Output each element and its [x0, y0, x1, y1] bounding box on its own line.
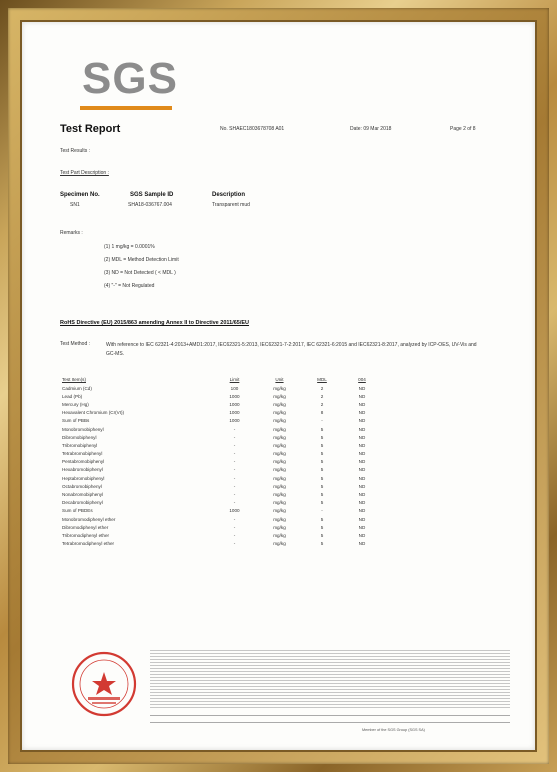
table-row [62, 441, 382, 449]
report-date: Date: 09 Mar 2018 [350, 126, 392, 132]
cell-result: ND [358, 532, 366, 538]
cell-test-item: Dibromobiphenyl [62, 434, 97, 440]
cell-mdl: 5 [320, 524, 324, 530]
table-row [62, 507, 382, 515]
cell-unit: mg/kg [273, 500, 286, 506]
cell-test-item: Tribromobiphenyl [62, 442, 98, 448]
cell-result: ND [358, 524, 366, 530]
table-row [62, 515, 382, 523]
cell-mdl: 5 [320, 500, 324, 506]
remark-item: (3) ND = Not Detected ( < MDL ) [104, 270, 176, 276]
cell-mdl: 5 [320, 483, 324, 489]
page-number: Page 2 of 8 [450, 126, 476, 132]
cell-unit: mg/kg [273, 410, 286, 416]
cell-mdl: 2 [320, 393, 324, 399]
test-method-label: Test Method : [60, 341, 91, 347]
cell-test-item: Sum of PBBs [62, 418, 90, 424]
table-row [62, 474, 382, 482]
test-results-label: Test Results : [60, 148, 91, 154]
cell-limit: - [233, 426, 236, 432]
remark-item: (1) 1 mg/kg = 0.0001% [104, 244, 155, 250]
logo-underline [80, 106, 172, 110]
table-row [62, 392, 382, 400]
cell-test-item: Tetrabromobiphenyl [62, 451, 103, 457]
cell-test-item: Tetrabromodiphenyl ether [62, 541, 115, 547]
sgs-group-member-note: Member of the SGS Group (SGS SA) [362, 728, 425, 732]
cell-result: ND [358, 410, 366, 416]
cell-mdl: 5 [320, 451, 324, 457]
table-row [62, 450, 382, 458]
cell-result: ND [358, 459, 366, 465]
cell-unit: mg/kg [273, 451, 286, 457]
remarks-label: Remarks : [60, 230, 83, 236]
cell-test-item: Sum of PBDEs [62, 508, 93, 514]
cell-mdl: 5 [320, 434, 324, 440]
table-row [62, 458, 382, 466]
cell-unit: mg/kg [273, 483, 286, 489]
cell-mdl: 5 [320, 516, 324, 522]
cell-test-item: Hexabromobiphenyl [62, 467, 103, 473]
cell-test-item: Hexavalent Chromium (Cr(VI)) [62, 410, 125, 416]
cell-result: ND [358, 385, 366, 391]
table-row [62, 400, 382, 408]
cell-unit: mg/kg [273, 434, 286, 440]
cell-test-item: Monobromodiphenyl ether [62, 516, 116, 522]
sgs-logo: SGS [82, 54, 178, 103]
cell-unit: mg/kg [273, 508, 286, 514]
header-sample-004: 004 [358, 376, 366, 382]
cell-unit: mg/kg [273, 442, 286, 448]
table-row [62, 499, 382, 507]
table-row [62, 417, 382, 425]
specimen-description: Transparent mud [212, 202, 250, 208]
cell-test-item: Octabromobiphenyl [62, 483, 102, 489]
cell-test-item: Dibromodiphenyl ether [62, 524, 109, 530]
cell-result: ND [358, 500, 366, 506]
cell-unit: mg/kg [273, 492, 286, 498]
table-row [62, 409, 382, 417]
certificate-paper [22, 22, 535, 750]
seal-star-icon [92, 672, 116, 695]
cell-test-item: Pentabromobiphenyl [62, 459, 105, 465]
footer-divider [150, 722, 510, 723]
cell-limit: 1000 [229, 418, 240, 424]
cell-unit: mg/kg [273, 467, 286, 473]
cell-result: ND [358, 442, 366, 448]
header-limit: Limit [229, 376, 240, 382]
cell-limit: 1000 [229, 393, 240, 399]
cell-limit: - [233, 524, 236, 530]
cell-result: ND [358, 418, 366, 424]
cell-unit: mg/kg [273, 516, 286, 522]
cell-limit: 1000 [229, 410, 240, 416]
cell-result: ND [358, 467, 366, 473]
test-method-text: With reference to IEC 62321-4:2013+AMD1:2017, IEC62321-5:2013, IEC62321-7-2:2017, IEC 62321-6:2015 and IEC62321-8:2017, analyzed by ICP-OES, UV-Vis and GC-MS. [106, 342, 477, 357]
table-row [62, 482, 382, 490]
cell-result: ND [358, 516, 366, 522]
cell-mdl: 5 [320, 467, 324, 473]
cell-test-item: Monobromobiphenyl [62, 426, 104, 432]
table-row [62, 425, 382, 433]
cell-test-item: Tribromodiphenyl ether [62, 532, 110, 538]
cell-result: ND [358, 393, 366, 399]
footer-divider [150, 715, 510, 716]
cell-unit: mg/kg [273, 459, 286, 465]
cell-mdl: 5 [320, 475, 324, 481]
cell-test-item: Heptabromobiphenyl [62, 475, 105, 481]
cell-result: ND [358, 483, 366, 489]
cell-mdl: 2 [320, 385, 324, 391]
header-mdl: MDL [317, 376, 327, 382]
cell-result: ND [358, 492, 366, 498]
cell-result: ND [358, 508, 366, 514]
cell-result: ND [358, 541, 366, 547]
cell-unit: mg/kg [273, 475, 286, 481]
cell-result: ND [358, 434, 366, 440]
cell-test-item: Lead (Pb) [62, 393, 83, 399]
cell-mdl: - [321, 508, 323, 514]
table-row [62, 540, 382, 548]
table-row [62, 384, 382, 392]
cell-unit: mg/kg [273, 418, 286, 424]
cell-limit: - [233, 442, 236, 448]
cell-limit: 1000 [229, 401, 240, 407]
cell-unit: mg/kg [273, 401, 286, 407]
cell-test-item: Mercury (Hg) [62, 401, 89, 407]
legal-fine-print [150, 650, 510, 710]
specimen-header-no: Specimen No. [60, 192, 100, 198]
cell-result: ND [358, 475, 366, 481]
cell-mdl: 8 [320, 410, 324, 416]
report-title: Test Report [60, 123, 121, 135]
cell-unit: mg/kg [273, 393, 286, 399]
report-header [60, 123, 510, 137]
table-row [62, 531, 382, 539]
cell-limit: 100 [230, 385, 239, 391]
cell-unit: mg/kg [273, 385, 286, 391]
cell-mdl: - [321, 418, 323, 424]
table-row [62, 523, 382, 531]
table-row [62, 466, 382, 474]
cell-unit: mg/kg [273, 426, 286, 432]
cell-limit: - [233, 434, 236, 440]
specimen-header-sample-id: SGS Sample ID [130, 192, 174, 198]
cell-limit: - [233, 492, 236, 498]
rohs-directive-title: RoHS Directive (EU) 2015/863 amending Annex II to Directive 2011/65/EU [60, 320, 250, 326]
header-unit: Unit [275, 376, 284, 382]
results-table-body [62, 384, 382, 548]
cell-result: ND [358, 426, 366, 432]
cell-test-item: Decabromobiphenyl [62, 500, 103, 506]
cell-limit: - [233, 541, 236, 547]
cell-limit: - [233, 483, 236, 489]
results-table-header [62, 374, 382, 384]
cell-limit: - [233, 451, 236, 457]
cell-mdl: 5 [320, 426, 324, 432]
cell-mdl: 5 [320, 442, 324, 448]
remark-item: (2) MDL = Method Detection Limit [104, 257, 179, 263]
cell-unit: mg/kg [273, 524, 286, 530]
cell-test-item: Nonabromobiphenyl [62, 492, 104, 498]
cell-limit: - [233, 475, 236, 481]
cell-test-item: Cadmium (Cd) [62, 385, 92, 391]
header-test-items: Test Item(s) [62, 376, 86, 382]
specimen-header-description: Description [212, 192, 246, 198]
cell-mdl: 5 [320, 541, 324, 547]
cell-mdl: 5 [320, 532, 324, 538]
cell-mdl: 5 [320, 459, 324, 465]
cell-result: ND [358, 401, 366, 407]
specimen-no: SN1 [70, 202, 80, 208]
results-table [62, 374, 382, 548]
cell-limit: - [233, 500, 236, 506]
cell-limit: 1000 [229, 508, 240, 514]
test-part-description-label: Test Part Description : [60, 170, 109, 176]
cell-mdl: 2 [320, 401, 324, 407]
cell-unit: mg/kg [273, 541, 286, 547]
table-row [62, 490, 382, 498]
cell-limit: - [233, 459, 236, 465]
table-row [62, 433, 382, 441]
cell-limit: - [233, 467, 236, 473]
remark-item: (4) "-" = Not Regulated [104, 283, 155, 289]
cell-mdl: 5 [320, 492, 324, 498]
inspection-seal [70, 650, 138, 718]
report-number: No. SHAEC1803678708 A01 [220, 126, 285, 132]
cell-limit: - [233, 516, 236, 522]
cell-limit: - [233, 532, 236, 538]
specimen-sample-id: SHA18-036767.004 [128, 202, 172, 208]
cell-unit: mg/kg [273, 532, 286, 538]
cell-result: ND [358, 451, 366, 457]
